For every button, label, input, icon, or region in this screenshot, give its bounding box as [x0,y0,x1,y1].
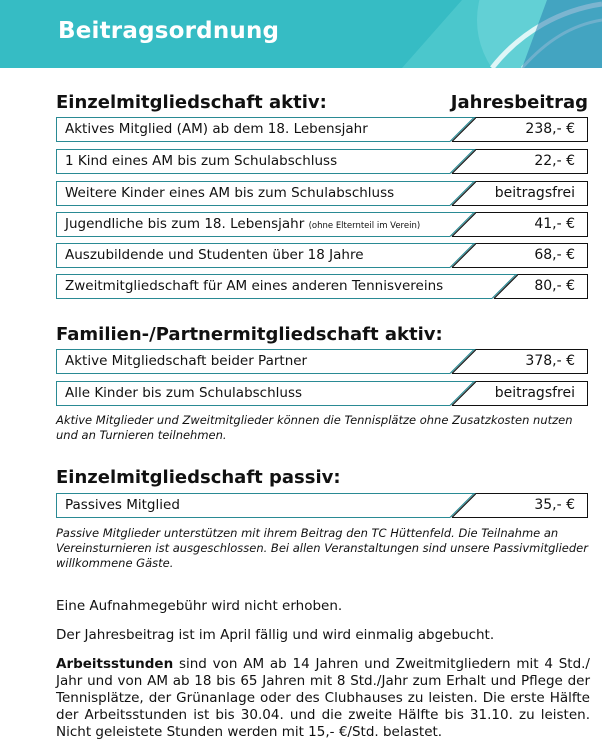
familie-note: Aktive Mitglieder und Zweitmitglieder können die Tennisplätze ohne Zusatzkosten nutzen und an Turnieren teilnehmen. [56,413,573,442]
row-divider [448,381,476,406]
tennis-ball-graphic [372,0,602,68]
fee-label-note: (ohne Elternteil im Verein) [308,221,421,231]
row-divider [448,212,476,237]
row-divider [448,149,476,174]
fee-price: 80,- € [518,274,588,299]
fee-label: Zweitmitgliedschaft für AM eines anderen Tennisvereins [56,274,490,299]
fee-row [56,117,588,142]
fee-price: beitragsfrei [476,181,588,206]
page-title: Beitragsordnung [58,18,280,44]
row-divider [490,274,518,299]
fee-row [56,274,588,299]
fee-row [56,149,588,174]
row-divider [448,117,476,142]
arbeitsstunden-text: sind von AM ab 14 Jahren und Zweitmitgliedern mit 4 Std./ Jahr und von AM ab 18 bis 65 Jahren mit 8 Std./Jahr zum Erhalt und Pflege der Tennisplätze, der Grünanlage oder des Clubhauses zu leisten. Die erste Hälfte der Arbeitsstunden ist bis 30.04. und die zweite Hälfte bis 31.10. zu leisten. Nicht geleistete Stunden werden mit 15,- €/Std. belastet. [56,656,590,740]
fee-label: Aktive Mitgliedschaft beider Partner [56,349,448,374]
fee-row [56,349,588,374]
fee-row [56,212,588,237]
fee-price: 35,- € [476,493,588,518]
fee-price: 378,- € [476,349,588,374]
fee-row [56,381,588,406]
passiv-note: Passive Mitglieder unterstützen mit ihrem Beitrag den TC Hüttenfeld. Die Teilnahme an Vereinsturnieren ist ausgeschlossen. Bei allen Veranstaltungen sind unsere Passivmitglieder willkommene Gäste. [56,526,588,570]
fee-row [56,493,588,518]
fee-price: 238,- € [476,117,588,142]
row-divider [448,349,476,374]
aufnahme-text: Eine Aufnahmegebühr wird nicht erhoben. [56,598,343,614]
section-title-passiv: Einzelmitgliedschaft passiv: [56,467,341,488]
row-divider [448,181,476,206]
section-title-einzel-aktiv: Einzelmitgliedschaft aktiv: [56,92,327,113]
fee-label: Aktives Mitglied (AM) ab dem 18. Lebensjahr [56,117,448,142]
fee-label: Passives Mitglied [56,493,448,518]
arbeitsstunden-paragraph [56,656,590,741]
fee-label: 1 Kind eines AM bis zum Schulabschluss [56,149,448,174]
fee-label: Auszubildende und Studenten über 18 Jahre [56,243,448,268]
fee-row [56,243,588,268]
fee-price: 22,- € [476,149,588,174]
fee-price: 41,- € [476,212,588,237]
fee-label [56,212,448,237]
row-divider [448,493,476,518]
arbeitsstunden-heading: Arbeitsstunden [56,656,174,672]
fee-label: Weitere Kinder eines AM bis zum Schulabschluss [56,181,448,206]
faelligkeit-text: Der Jahresbeitrag ist im April fällig und wird einmalig abgebucht. [56,627,495,643]
header-banner [0,0,602,68]
fee-row [56,181,588,206]
row-divider [448,243,476,268]
column-header-jahresbeitrag: Jahresbeitrag [450,92,588,113]
section-title-familie: Familien-/Partnermitgliedschaft aktiv: [56,324,443,345]
fee-price: beitragsfrei [476,381,588,406]
fee-label-main: Jugendliche bis zum 18. Lebensjahr [65,216,305,232]
fee-price: 68,- € [476,243,588,268]
fee-label: Alle Kinder bis zum Schulabschluss [56,381,448,406]
